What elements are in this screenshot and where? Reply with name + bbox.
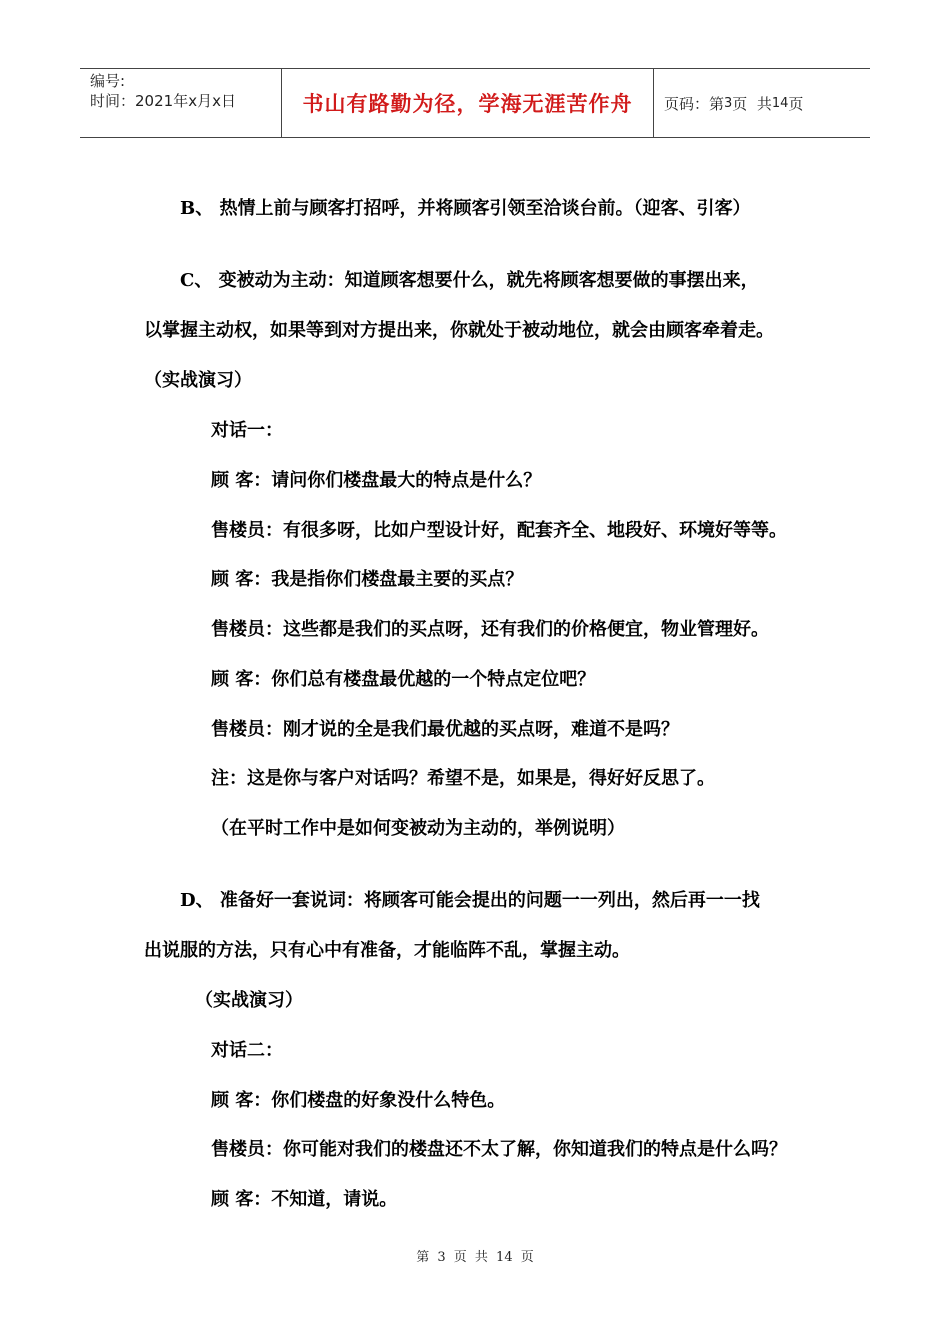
slogan: 书山有路勤为径，学海无涯苦作舟 (302, 92, 633, 116)
dialog-1-line: 售楼员：有很多呀，比如户型设计好，配套齐全、地段好、环境好等等。 (211, 520, 787, 541)
dialog-1-line: 顾 客：你们总有楼盘最优越的一个特点定位吧？ (211, 669, 596, 690)
dialog-2-line: 顾 客：不知道，请说。 (211, 1189, 398, 1210)
item-c-line2: 以掌握主动权，如果等到对方提出来，你就处于被动地位，就会由顾客牵着走。 (144, 320, 774, 341)
dialog-1-line: 售楼员：刚才说的全是我们最优越的买点呀，难道不是吗？ (211, 719, 679, 740)
dialog-2-line: 售楼员：你可能对我们的楼盘还不太了解，你知道我们的特点是什么吗？ (211, 1139, 787, 1160)
page-footer: 第 3 页 共 14 页 (416, 1250, 534, 1265)
time-line (90, 91, 281, 111)
page-total: 14 (771, 95, 789, 111)
page-mid: 页 共 (732, 94, 772, 113)
dialog-2-title: 对话二： (211, 1040, 283, 1061)
dialog-1-line: 售楼员：这些都是我们的买点呀，还有我们的价格便宜，物业管理好。 (211, 619, 769, 640)
note-question: （在平时工作中是如何变被动为主动的，举例说明） (211, 818, 625, 839)
document-header (80, 68, 870, 138)
dialog-1-line: 顾 客：我是指你们楼盘最主要的买点？ (211, 569, 524, 590)
item-b: B、 热情上前与顾客打招呼，并将顾客引领至洽谈台前。（迎客、引客） (180, 198, 751, 219)
practice-heading-1: （实战演习） (144, 370, 252, 391)
dialog-1-title: 对话一： (211, 420, 283, 441)
page-label: 页码：第 (664, 94, 725, 113)
time-label: 时间： (90, 92, 136, 110)
item-d-line1: D、 准备好一套说词：将顾客可能会提出的问题一一列出，然后再一一找 (180, 890, 760, 911)
dialog-2-line: 顾 客：你们楼盘的好象没什么特色。 (211, 1090, 506, 1111)
header-slogan-cell (282, 69, 654, 137)
page-end: 页 (788, 94, 804, 113)
item-d-line2: 出说服的方法，只有心中有准备，才能临阵不乱，掌握主动。 (144, 940, 630, 961)
practice-heading-2: （实战演习） (195, 990, 303, 1011)
header-meta (80, 69, 282, 137)
number-label: 编号: (90, 72, 126, 90)
item-c-line1: C、 变被动为主动：知道顾客想要什么，就先将顾客想要做的事摆出来， (180, 270, 759, 291)
dialog-1-line: 顾 客：请问你们楼盘最大的特点是什么？ (211, 470, 542, 491)
page-current: 3 (724, 95, 733, 111)
note: 注：这是你与客户对话吗？希望不是，如果是，得好好反思了。 (211, 768, 715, 789)
time-value: 2021年x月x日 (135, 92, 236, 110)
header-page-info (654, 69, 870, 137)
